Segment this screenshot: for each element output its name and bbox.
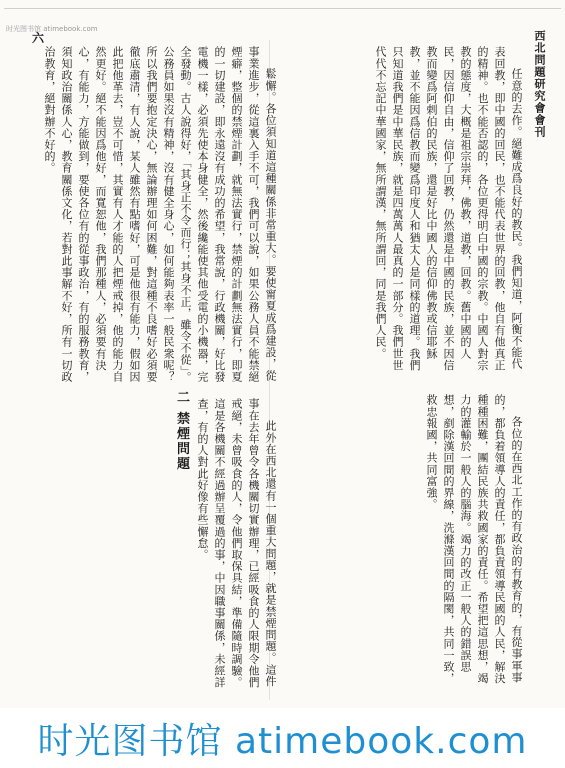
watermark-logo: 时光图书馆 atimebook.com [37,720,528,762]
paragraph-opium-intro: 此外在西北還有一個重大問題，就是禁煙問題。這件事在去年曾令各機關切實辦理，已經吸食的人限期令他們戒絕，未曾吸食的人，令他們取保具結，準備隨時調驗。這是各機關不經過辦呈覆過的事，中因職事關係，未經詳查，有的人對此好像有些懈怠。 [196,398,277,688]
paragraph-opium-detail: 鬆懈。各位須知道這種關係非常重大。要使甯夏成爲建設，從事業進步，從這裏入手不可，我們可以說，如果公務人員不能禁絕煙癖，整個的禁煙計劃，就無法實行，禁煙的計劃無法實行，即夏的一切建設，即永遠沒有成功的希望，我常說，行政機關，好比發電機一樣，必須先使本身健全，然後纔能使其他受電的小機器，完全發動。古人說得好，「其身正不令而行；其身不正，雖令不從」。公務員如果沒有精神，沒有健全身心，如何能夠表率一般民衆呢？所以我們要抱定決心，無論辦理如何困難，對這種不良嗜好必須要徹底肅清，有人說，某人雖然有點嗜好，可是他很有能力，假如因此把他革去，豈不可惜，其實有人才能的人把煙戒掉，他的能力自然更好。絕不能因爲他好，而寬恕他，我們那種人，必須要有決心，有能力，方能做到，要使各位有的從事政治，有的服務教育，須知政治關係人心，教育關係文化，若對此事解不好，所有一切政治教育，絕對辦不好的。 [43,46,277,383]
section-heading: 二 禁煙問題 [174,390,189,472]
paragraph-unity: 任意的去作。絕難成爲良好的教民。我們知道，阿衡不能代表回教，即中國的回民，也不能代表世界的回教，他自有他真正的精神。也不能否認的，各位更得明白中國的宗教。中國人對宗教的態度，大概是祖宗崇拜，佛教，道教，回教。舊中國的人民，因信仰自由，信仰了回教，仍然還是中國的民族，並不因信教而變爲阿剌伯的民族，還是好比中國人的信仰佛教或信耶穌教，並不能因爲信教而變爲印度人和猶太人是同樣的道理。我們只知道我們是中華民族，就是四萬萬人最真的一部分。我們世世代代不忘記中華國家，無所謂漢，無所謂回，同是我們人民。 [374,46,523,371]
watermark-band [0,708,565,768]
page-number: 六 [32,31,45,45]
top-border-line [4,8,561,9]
watermark-top: 时光图书馆 atimebook.com [6,25,98,33]
text-column-left-bottom [39,46,279,386]
running-header-title: 西北問題研究會會刊 [533,30,546,138]
paragraph-duty: 各位的在西北工作的有政治的有教育的，有從事軍事的，都負着領導人的責任，都負責領導民國的人民，解決種種困難，團結民族共救國家的責任。希望把這思想，竭力的灌輸於一般人的腦海。竭力的改正一般人的錯誤思想，剷除漢回間的界線，洗滌漢回間的隔閡，共同一致，救忠報國，共同富強。 [425,394,523,684]
text-column-left-top [39,398,279,698]
